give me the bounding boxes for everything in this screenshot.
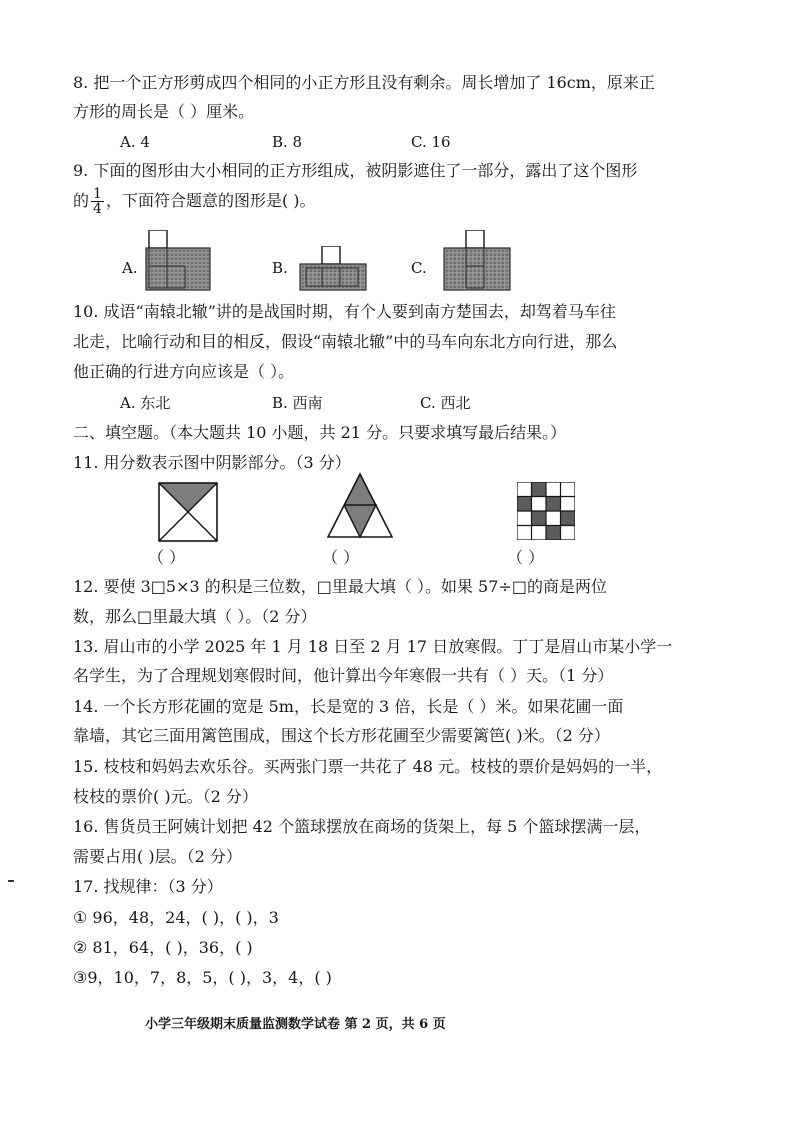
q11-blank-2[interactable]: （ ） (322, 548, 360, 567)
q14-line2: 靠墙，其它三面用篱笆围成，围这个长方形花圃至少需要篱笆( )米。（2 分） (73, 726, 610, 745)
shadow-block (444, 248, 510, 290)
q15-line2: 枝枝的票价( )元。（2 分） (73, 787, 258, 806)
shadow-block (146, 248, 210, 290)
q17-title: 17. 找规律：（3 分） (73, 877, 223, 896)
q11-square-figure (158, 482, 218, 542)
q9-figure-c (442, 230, 512, 292)
q17-row3: ③9，10，7，8，5，( )，3，4，( ) (73, 968, 332, 987)
visible-square (466, 230, 484, 248)
shaded-cell (532, 511, 547, 526)
one-quarter-fraction (91, 187, 104, 216)
q17-row1: ① 96，48，24，( )，( )，3 (73, 908, 279, 927)
q10-line2: 北走，比喻行动和目的相反，假设“南辕北辙”中的马车向东北方向行进，那么 (73, 332, 618, 351)
q14-line1: 14. 一个长方形花圃的宽是 5m，长是宽的 3 倍，长是（ ）米。如果花圃一面 (73, 697, 624, 716)
fraction-numerator: 1 (93, 186, 102, 202)
q12-line1: 12. 要使 3□5×3 的积是三位数，□里最大填（ ）。如果 57÷□的商是两位 (73, 577, 607, 596)
q13-line2: 名学生，为了合理规划寒假时间，他计算出今年寒假一共有（ ）天。（1 分） (73, 666, 614, 685)
q10-option-b: B. 西南 (272, 394, 323, 412)
q11-blank-3[interactable]: （ ） (507, 548, 545, 567)
margin-tick (8, 880, 14, 882)
shaded-cell (517, 497, 532, 512)
visible-square (149, 230, 167, 248)
q8-option-a: A. 4 (120, 133, 150, 151)
q10-line3: 他正确的行进方向应该是（ ）。 (73, 362, 295, 381)
fraction-denominator: 4 (93, 201, 102, 217)
shaded-cell (561, 511, 576, 526)
q16-line2: 需要占用( )层。（2 分） (73, 847, 242, 866)
q8-option-c: C. 16 (411, 133, 451, 151)
q9-line2-pre: 的 (73, 191, 90, 210)
q8-option-b: B. 8 (272, 133, 303, 151)
q9-figure-b (298, 246, 368, 292)
q9-label-b: B. (272, 259, 288, 277)
q8-line1: 8. 把一个正方形剪成四个相同的小正方形且没有剩余。周长增加了 16cm，原来正 (73, 73, 655, 92)
q16-line1: 16. 售货员王阿姨计划把 42 个篮球摆放在商场的货架上，每 5 个篮球摆满一层， (73, 817, 651, 836)
q11-grid-figure (517, 482, 575, 540)
shaded-cell (546, 526, 561, 541)
q11-blank-1[interactable]: （ ） (148, 548, 186, 567)
visible-square (322, 246, 340, 264)
q12-line2: 数，那么□里最大填（ ）。（2 分） (73, 607, 317, 626)
q13-line1: 13. 眉山市的小学 2025 年 1 月 18 日至 2 月 17 日放寒假。丁丁是眉山市某小学一 (73, 637, 673, 656)
q10-option-a: A. 东北 (120, 394, 171, 412)
shaded-triangle (159, 483, 217, 512)
q9-line2 (73, 186, 316, 216)
q8-line2: 方形的周长是（ ）厘米。 (73, 102, 255, 121)
shaded-middle-triangle (344, 505, 376, 537)
q15-line1: 15. 枝枝和妈妈去欢乐谷。买两张门票一共花了 48 元。枝枝的票价是妈妈的一半， (73, 757, 663, 776)
shaded-top-triangle (344, 474, 376, 505)
q9-line1: 9. 下面的图形由大小相同的正方形组成，被阴影遮住了一部分，露出了这个图形 (73, 161, 638, 180)
q9-figure-a (143, 230, 213, 292)
q9-label-a: A. (122, 259, 138, 277)
q11-text: 11. 用分数表示图中阴影部分。（3 分） (73, 453, 351, 472)
q17-row2: ② 81，64，( )，36，( ) (73, 938, 253, 957)
q10-option-c: C. 西北 (420, 394, 471, 412)
q10-line1: 10. 成语“南辕北辙”讲的是战国时期，有个人要到南方楚国去，却驾着马车往 (73, 302, 616, 321)
page-footer: 小学三年级期末质量监测数学试卷 第 2 页，共 6 页 (145, 1017, 446, 1032)
shaded-cell (546, 497, 561, 512)
shaded-cell (532, 482, 547, 497)
q9-line2-post: ，下面符合题意的图形是( )。 (105, 191, 316, 210)
section-2-heading: 二、填空题。（本大题共 10 小题，共 21 分。只要求填写最后结果。） (73, 423, 567, 442)
q9-label-c: C. (411, 259, 427, 277)
q11-triangle-figure (326, 472, 394, 540)
